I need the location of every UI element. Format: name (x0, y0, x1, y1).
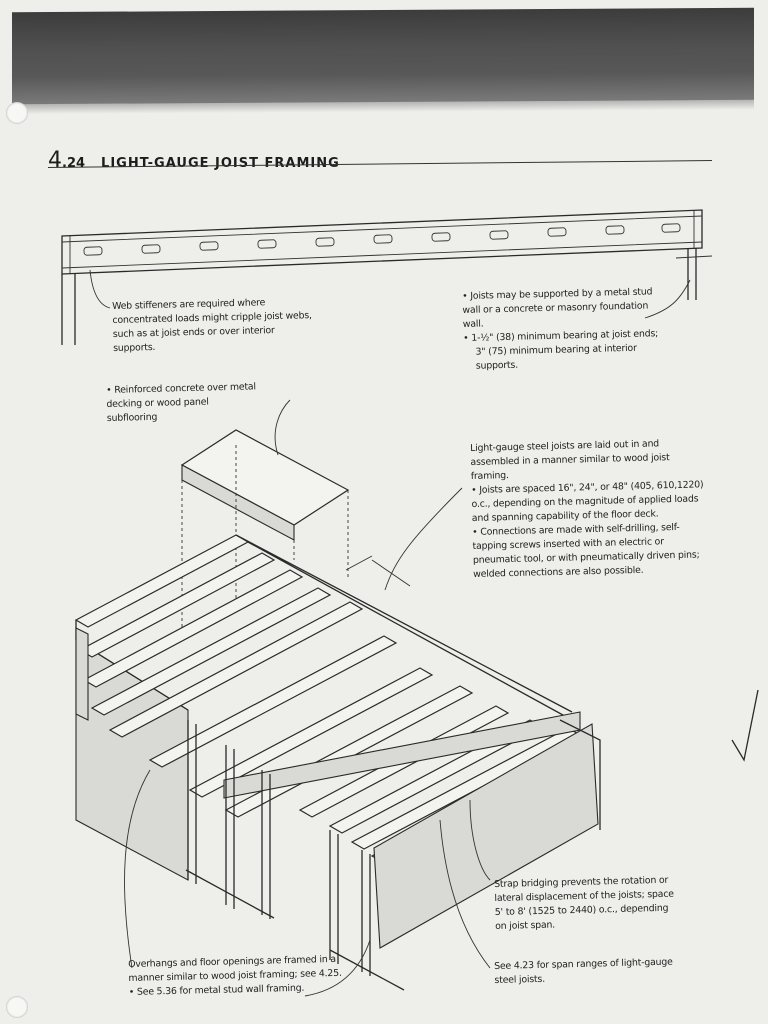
web-openings (84, 224, 680, 256)
section-title: LIGHT-GAUGE JOIST FRAMING (101, 156, 340, 171)
note-reinforced-concrete: • Reinforced concrete over metal decking or wood panel subflooring (106, 380, 259, 426)
note-joist-layout: Light-gauge steel joists are laid out in and assembled in a manner similar to wood joist framing. • Joists are spaced 16", 24", or 48" (405, 610,1220) o.c., depending on the magnitude of applied loads and spanning capability of the floor deck. • Connections are made with self-drilling, self-tapping screws inserted with an electric or pneumatic tool, or with pneumatically driven pins; welded connections are also possible. (470, 436, 709, 582)
note-joist-support: • Joists may be supported by a metal stud wall or a concrete or masonry foundation wall. • 1-½" (38) minimum bearing at joist ends; 3" (75) minimum bearing at interior supports. (462, 285, 664, 374)
section-number-suffix: .24 (62, 156, 86, 171)
note-span-ranges: See 4.23 for span ranges of light-gauge steel joists. (494, 956, 673, 986)
note-web-stiffeners: Web stiffeners are required where concentrated loads might cripple joist webs, such as at joist ends or over interior supports. (112, 297, 312, 354)
note-strap-bridging: Strap bridging prevents the rotation or lateral displacement of the joists; space 5' to 8' (1525 to 2440) o.c., depending on joist span. (494, 874, 674, 932)
note-overhangs: Overhangs and floor openings are framed in a manner similar to wood joist framing; see 4.25. • See 5.36 for metal stud wall framing. (128, 953, 349, 1000)
section-number: 4 (48, 148, 62, 173)
